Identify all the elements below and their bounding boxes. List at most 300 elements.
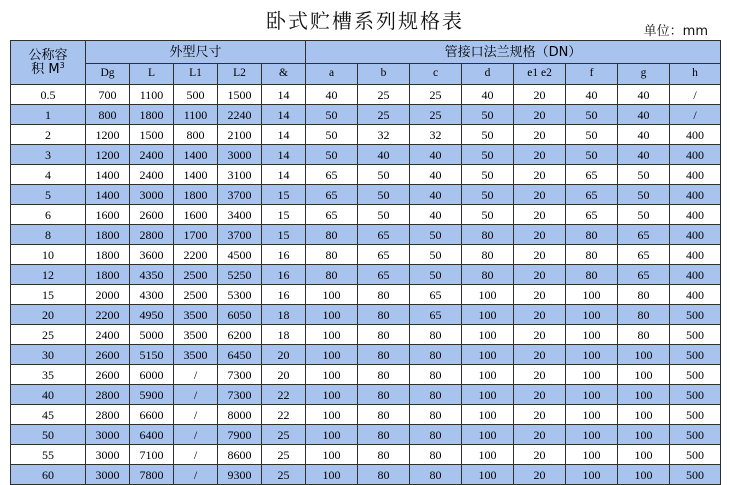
table-cell: 65 bbox=[306, 185, 358, 205]
table-cell: 32 bbox=[358, 125, 410, 145]
table-cell: 25 bbox=[358, 85, 410, 105]
table-cell: 100 bbox=[618, 385, 670, 405]
table-cell: 80 bbox=[306, 265, 358, 285]
table-cell: 20 bbox=[262, 345, 306, 365]
table-cell: 25 bbox=[410, 105, 462, 125]
table-cell: 1400 bbox=[86, 165, 130, 185]
table-cell: 2800 bbox=[86, 405, 130, 425]
table-cell: 100 bbox=[566, 465, 618, 485]
table-cell: 100 bbox=[462, 285, 514, 305]
table-cell: 6050 bbox=[218, 305, 262, 325]
volume-cell: 50 bbox=[11, 425, 86, 445]
table-cell: 80 bbox=[410, 325, 462, 345]
table-cell: 50 bbox=[306, 105, 358, 125]
nominal-volume-line2: 积 M bbox=[31, 62, 60, 77]
table-cell: 9300 bbox=[218, 465, 262, 485]
table-body bbox=[11, 85, 721, 485]
table-cell: 2500 bbox=[174, 265, 218, 285]
table-cell: 80 bbox=[358, 305, 410, 325]
table-cell: 22 bbox=[262, 405, 306, 425]
table-cell: 20 bbox=[514, 385, 566, 405]
table-cell: 40 bbox=[410, 165, 462, 185]
table-row bbox=[11, 405, 721, 425]
table-cell: 50 bbox=[566, 145, 618, 165]
table-cell: 100 bbox=[566, 385, 618, 405]
table-cell: 100 bbox=[306, 345, 358, 365]
volume-cell: 35 bbox=[11, 365, 86, 385]
table-cell: 80 bbox=[410, 365, 462, 385]
table-cell: 7300 bbox=[218, 365, 262, 385]
table-cell: 14 bbox=[262, 165, 306, 185]
table-cell: 700 bbox=[86, 85, 130, 105]
table-cell: 80 bbox=[358, 425, 410, 445]
table-cell: 7100 bbox=[130, 445, 174, 465]
column-header: L2 bbox=[218, 64, 262, 85]
table-row bbox=[11, 465, 721, 485]
table-cell: 80 bbox=[618, 325, 670, 345]
header-nominal-volume bbox=[11, 41, 86, 85]
table-cell: 100 bbox=[462, 445, 514, 465]
table-cell: 40 bbox=[566, 85, 618, 105]
table-cell: 50 bbox=[358, 185, 410, 205]
table-cell: 25 bbox=[410, 85, 462, 105]
column-header: d bbox=[462, 64, 514, 85]
table-cell: 80 bbox=[358, 285, 410, 305]
table-cell: 80 bbox=[566, 265, 618, 285]
volume-cell: 5 bbox=[11, 185, 86, 205]
table-cell: 8600 bbox=[218, 445, 262, 465]
table-cell: 100 bbox=[306, 465, 358, 485]
table-cell: 4500 bbox=[218, 245, 262, 265]
volume-cell: 55 bbox=[11, 445, 86, 465]
table-cell: 5000 bbox=[130, 325, 174, 345]
table-cell: 6400 bbox=[130, 425, 174, 445]
table-cell: 50 bbox=[462, 145, 514, 165]
volume-cell: 45 bbox=[11, 405, 86, 425]
column-header: a bbox=[306, 64, 358, 85]
table-cell: 80 bbox=[410, 425, 462, 445]
column-header: e1 e2 bbox=[514, 64, 566, 85]
table-cell: 80 bbox=[618, 285, 670, 305]
table-cell: 100 bbox=[306, 285, 358, 305]
table-row bbox=[11, 305, 721, 325]
page-title: 卧式贮槽系列规格表 bbox=[266, 9, 464, 33]
table-row bbox=[11, 105, 721, 125]
table-cell: 15 bbox=[262, 185, 306, 205]
table-cell: 3000 bbox=[130, 185, 174, 205]
table-cell: 20 bbox=[514, 245, 566, 265]
table-cell: / bbox=[174, 385, 218, 405]
table-cell: 6450 bbox=[218, 345, 262, 365]
table-cell: 65 bbox=[618, 265, 670, 285]
column-header: Dg bbox=[86, 64, 130, 85]
column-header: g bbox=[618, 64, 670, 85]
table-cell: 2600 bbox=[86, 345, 130, 365]
table-cell: 15 bbox=[262, 225, 306, 245]
table-cell: 40 bbox=[618, 145, 670, 165]
table-cell: 2500 bbox=[174, 285, 218, 305]
table-row bbox=[11, 245, 721, 265]
table-cell: 1600 bbox=[174, 205, 218, 225]
table-cell: 20 bbox=[514, 405, 566, 425]
table-cell: 400 bbox=[670, 265, 721, 285]
table-cell: 500 bbox=[670, 425, 721, 445]
table-cell: 50 bbox=[410, 225, 462, 245]
table-cell: 20 bbox=[514, 465, 566, 485]
table-cell: 20 bbox=[514, 445, 566, 465]
table-cell: 400 bbox=[670, 285, 721, 305]
column-header: L1 bbox=[174, 64, 218, 85]
table-cell: 20 bbox=[514, 365, 566, 385]
table-cell: 50 bbox=[566, 105, 618, 125]
table-cell: 20 bbox=[514, 265, 566, 285]
nominal-volume-line1: 公称容 bbox=[28, 48, 68, 63]
table-cell: / bbox=[174, 405, 218, 425]
table-cell: 50 bbox=[462, 185, 514, 205]
table-row bbox=[11, 285, 721, 305]
table-cell: 5300 bbox=[218, 285, 262, 305]
table-cell: 20 bbox=[514, 125, 566, 145]
table-cell: 1500 bbox=[218, 85, 262, 105]
table-cell: 16 bbox=[262, 285, 306, 305]
table-cell: 3400 bbox=[218, 205, 262, 225]
table-cell: 2000 bbox=[86, 285, 130, 305]
table-cell: 800 bbox=[174, 125, 218, 145]
table-cell: 500 bbox=[670, 365, 721, 385]
table-cell: 1700 bbox=[174, 225, 218, 245]
table-cell: 100 bbox=[306, 365, 358, 385]
volume-cell: 15 bbox=[11, 285, 86, 305]
table-cell: 50 bbox=[462, 205, 514, 225]
table-cell: 1800 bbox=[174, 185, 218, 205]
table-cell: 14 bbox=[262, 85, 306, 105]
table-cell: 100 bbox=[462, 465, 514, 485]
table-cell: 100 bbox=[462, 345, 514, 365]
column-header: & bbox=[262, 64, 306, 85]
table-cell: 100 bbox=[462, 305, 514, 325]
table-cell: 7300 bbox=[218, 385, 262, 405]
table-cell: 20 bbox=[514, 105, 566, 125]
table-cell: 2600 bbox=[86, 365, 130, 385]
table-cell: 80 bbox=[306, 245, 358, 265]
table-header bbox=[11, 41, 721, 85]
table-row bbox=[11, 385, 721, 405]
table-cell: 2400 bbox=[130, 145, 174, 165]
table-cell: 80 bbox=[358, 405, 410, 425]
table-cell: 800 bbox=[86, 105, 130, 125]
table-cell: 100 bbox=[566, 325, 618, 345]
table-cell: 50 bbox=[410, 265, 462, 285]
table-row bbox=[11, 325, 721, 345]
table-cell: 2600 bbox=[130, 205, 174, 225]
table-cell: 65 bbox=[618, 225, 670, 245]
table-cell: 1100 bbox=[130, 85, 174, 105]
column-header: h bbox=[670, 64, 721, 85]
table-cell: 50 bbox=[618, 165, 670, 185]
table-cell: 80 bbox=[358, 385, 410, 405]
table-cell: 1600 bbox=[86, 205, 130, 225]
table-cell: 80 bbox=[358, 445, 410, 465]
table-cell: 2100 bbox=[218, 125, 262, 145]
table-cell: 20 bbox=[514, 305, 566, 325]
table-row bbox=[11, 265, 721, 285]
table-cell: 7800 bbox=[130, 465, 174, 485]
table-cell: 100 bbox=[462, 425, 514, 445]
table-row bbox=[11, 345, 721, 365]
table-cell: 50 bbox=[618, 205, 670, 225]
table-cell: 100 bbox=[566, 285, 618, 305]
table-cell: 80 bbox=[306, 225, 358, 245]
table-row bbox=[11, 125, 721, 145]
table-cell: 80 bbox=[462, 225, 514, 245]
volume-cell: 12 bbox=[11, 265, 86, 285]
table-cell: 400 bbox=[670, 205, 721, 225]
table-cell: 500 bbox=[670, 325, 721, 345]
table-cell: 40 bbox=[618, 105, 670, 125]
table-cell: / bbox=[670, 85, 721, 105]
table-cell: 3000 bbox=[218, 145, 262, 165]
table-cell: 3700 bbox=[218, 185, 262, 205]
table-cell: 100 bbox=[306, 385, 358, 405]
table-cell: 50 bbox=[410, 245, 462, 265]
volume-cell: 0.5 bbox=[11, 85, 86, 105]
table-cell: 80 bbox=[410, 465, 462, 485]
table-cell: 80 bbox=[566, 245, 618, 265]
volume-cell: 10 bbox=[11, 245, 86, 265]
table-cell: 1400 bbox=[174, 165, 218, 185]
volume-cell: 40 bbox=[11, 385, 86, 405]
table-row bbox=[11, 85, 721, 105]
table-cell: 1800 bbox=[86, 265, 130, 285]
table-cell: 16 bbox=[262, 245, 306, 265]
column-header: c bbox=[410, 64, 462, 85]
table-cell: 40 bbox=[462, 85, 514, 105]
table-cell: 40 bbox=[410, 185, 462, 205]
table-cell: 500 bbox=[174, 85, 218, 105]
table-cell: 1200 bbox=[86, 125, 130, 145]
table-cell: 400 bbox=[670, 145, 721, 165]
table-cell: 80 bbox=[462, 265, 514, 285]
table-cell: 20 bbox=[514, 85, 566, 105]
table-cell: 100 bbox=[566, 365, 618, 385]
table-cell: 65 bbox=[566, 185, 618, 205]
table-cell: 5900 bbox=[130, 385, 174, 405]
table-cell: 1200 bbox=[86, 145, 130, 165]
table-cell: 2400 bbox=[130, 165, 174, 185]
table-cell: 40 bbox=[618, 125, 670, 145]
table-cell: 3500 bbox=[174, 325, 218, 345]
table-cell: 20 bbox=[514, 285, 566, 305]
table-cell: 16 bbox=[262, 265, 306, 285]
table-cell: 20 bbox=[514, 145, 566, 165]
table-cell: 100 bbox=[618, 445, 670, 465]
table-cell: 100 bbox=[306, 405, 358, 425]
column-header: b bbox=[358, 64, 410, 85]
volume-cell: 1 bbox=[11, 105, 86, 125]
table-cell: 100 bbox=[462, 325, 514, 345]
table-cell: 50 bbox=[358, 165, 410, 185]
table-cell: 1800 bbox=[86, 225, 130, 245]
table-cell: 3700 bbox=[218, 225, 262, 245]
table-row bbox=[11, 145, 721, 165]
table-cell: 400 bbox=[670, 165, 721, 185]
table-cell: 1800 bbox=[130, 105, 174, 125]
table-cell: 100 bbox=[618, 405, 670, 425]
header-group-outer-dimensions: 外型尺寸 bbox=[86, 41, 306, 64]
table-cell: 25 bbox=[262, 425, 306, 445]
table-cell: 100 bbox=[618, 425, 670, 445]
table-cell: 18 bbox=[262, 305, 306, 325]
table-cell: 50 bbox=[462, 105, 514, 125]
table-cell: / bbox=[670, 105, 721, 125]
table-cell: 80 bbox=[618, 305, 670, 325]
table-cell: 2400 bbox=[86, 325, 130, 345]
table-cell: 50 bbox=[462, 125, 514, 145]
table-cell: 100 bbox=[566, 445, 618, 465]
volume-cell: 60 bbox=[11, 465, 86, 485]
table-cell: 65 bbox=[618, 245, 670, 265]
table-cell: 50 bbox=[358, 205, 410, 225]
table-cell: 1500 bbox=[130, 125, 174, 145]
table-cell: 80 bbox=[358, 365, 410, 385]
table-row bbox=[11, 425, 721, 445]
table-cell: 40 bbox=[306, 85, 358, 105]
table-cell: 1400 bbox=[86, 185, 130, 205]
table-cell: 5250 bbox=[218, 265, 262, 285]
volume-cell: 25 bbox=[11, 325, 86, 345]
table-cell: 400 bbox=[670, 185, 721, 205]
table-cell: 2800 bbox=[86, 385, 130, 405]
table-cell: 50 bbox=[566, 125, 618, 145]
table-cell: 80 bbox=[410, 345, 462, 365]
table-cell: 14 bbox=[262, 125, 306, 145]
table-cell: 65 bbox=[358, 225, 410, 245]
table-cell: / bbox=[174, 425, 218, 445]
table-cell: 50 bbox=[462, 165, 514, 185]
volume-cell: 4 bbox=[11, 165, 86, 185]
column-header: f bbox=[566, 64, 618, 85]
table-cell: 1800 bbox=[86, 245, 130, 265]
column-header: L bbox=[130, 64, 174, 85]
table-cell: 40 bbox=[358, 145, 410, 165]
table-row bbox=[11, 185, 721, 205]
table-cell: 1400 bbox=[174, 145, 218, 165]
table-cell: 500 bbox=[670, 405, 721, 425]
table-cell: 3600 bbox=[130, 245, 174, 265]
table-cell: 20 bbox=[514, 205, 566, 225]
table-cell: 65 bbox=[410, 285, 462, 305]
table-cell: 3500 bbox=[174, 345, 218, 365]
table-cell: 500 bbox=[670, 465, 721, 485]
table-cell: 500 bbox=[670, 345, 721, 365]
table-cell: 100 bbox=[618, 465, 670, 485]
table-cell: 25 bbox=[262, 445, 306, 465]
header-group-flange-specs: 管接口法兰规格（DN） bbox=[306, 41, 721, 64]
volume-cell: 3 bbox=[11, 145, 86, 165]
table-cell: 4300 bbox=[130, 285, 174, 305]
table-cell: 32 bbox=[410, 125, 462, 145]
table-cell: 100 bbox=[618, 365, 670, 385]
table-cell: 14 bbox=[262, 145, 306, 165]
table-cell: 2240 bbox=[218, 105, 262, 125]
table-cell: 1100 bbox=[174, 105, 218, 125]
table-cell: 100 bbox=[462, 405, 514, 425]
table-cell: 14 bbox=[262, 105, 306, 125]
table-cell: 3000 bbox=[86, 465, 130, 485]
table-cell: 65 bbox=[358, 245, 410, 265]
table-cell: 65 bbox=[306, 205, 358, 225]
table-cell: 2200 bbox=[174, 245, 218, 265]
table-row bbox=[11, 205, 721, 225]
volume-cell: 30 bbox=[11, 345, 86, 365]
table-cell: 80 bbox=[358, 325, 410, 345]
table-cell: 18 bbox=[262, 325, 306, 345]
table-cell: 40 bbox=[618, 85, 670, 105]
table-cell: 6200 bbox=[218, 325, 262, 345]
volume-cell: 20 bbox=[11, 305, 86, 325]
table-cell: 3000 bbox=[86, 445, 130, 465]
volume-cell: 2 bbox=[11, 125, 86, 145]
table-cell: 3000 bbox=[86, 425, 130, 445]
spec-table bbox=[10, 40, 721, 485]
header-row-groups bbox=[11, 41, 721, 64]
table-cell: 8000 bbox=[218, 405, 262, 425]
table-cell: 2800 bbox=[130, 225, 174, 245]
table-cell: 100 bbox=[566, 425, 618, 445]
table-cell: 100 bbox=[306, 305, 358, 325]
table-cell: 20 bbox=[514, 225, 566, 245]
table-cell: / bbox=[174, 365, 218, 385]
table-cell: 500 bbox=[670, 445, 721, 465]
table-cell: 25 bbox=[262, 465, 306, 485]
table-cell: 100 bbox=[306, 425, 358, 445]
table-cell: 50 bbox=[618, 185, 670, 205]
table-cell: 100 bbox=[618, 345, 670, 365]
nominal-volume-superscript: 3 bbox=[59, 61, 65, 70]
table-row bbox=[11, 165, 721, 185]
table-cell: 400 bbox=[670, 125, 721, 145]
table-cell: 20 bbox=[514, 425, 566, 445]
table-cell: 3500 bbox=[174, 305, 218, 325]
table-cell: 100 bbox=[566, 305, 618, 325]
table-cell: 65 bbox=[410, 305, 462, 325]
table-cell: 100 bbox=[566, 405, 618, 425]
table-cell: 20 bbox=[514, 185, 566, 205]
table-cell: 100 bbox=[306, 325, 358, 345]
table-cell: / bbox=[174, 465, 218, 485]
table-cell: 4350 bbox=[130, 265, 174, 285]
table-cell: 80 bbox=[410, 385, 462, 405]
table-cell: 100 bbox=[306, 445, 358, 465]
table-cell: 50 bbox=[306, 145, 358, 165]
table-cell: 65 bbox=[358, 265, 410, 285]
table-cell: 20 bbox=[514, 165, 566, 185]
table-cell: 400 bbox=[670, 245, 721, 265]
table-cell: 100 bbox=[566, 345, 618, 365]
table-cell: 500 bbox=[670, 385, 721, 405]
table-cell: 80 bbox=[358, 465, 410, 485]
table-row bbox=[11, 445, 721, 465]
table-cell: 3100 bbox=[218, 165, 262, 185]
table-cell: 100 bbox=[462, 385, 514, 405]
table-cell: 6000 bbox=[130, 365, 174, 385]
table-cell: 80 bbox=[566, 225, 618, 245]
table-cell: 40 bbox=[410, 145, 462, 165]
table-cell: 22 bbox=[262, 385, 306, 405]
table-cell: 40 bbox=[410, 205, 462, 225]
table-cell: 80 bbox=[410, 405, 462, 425]
table-cell: 6600 bbox=[130, 405, 174, 425]
